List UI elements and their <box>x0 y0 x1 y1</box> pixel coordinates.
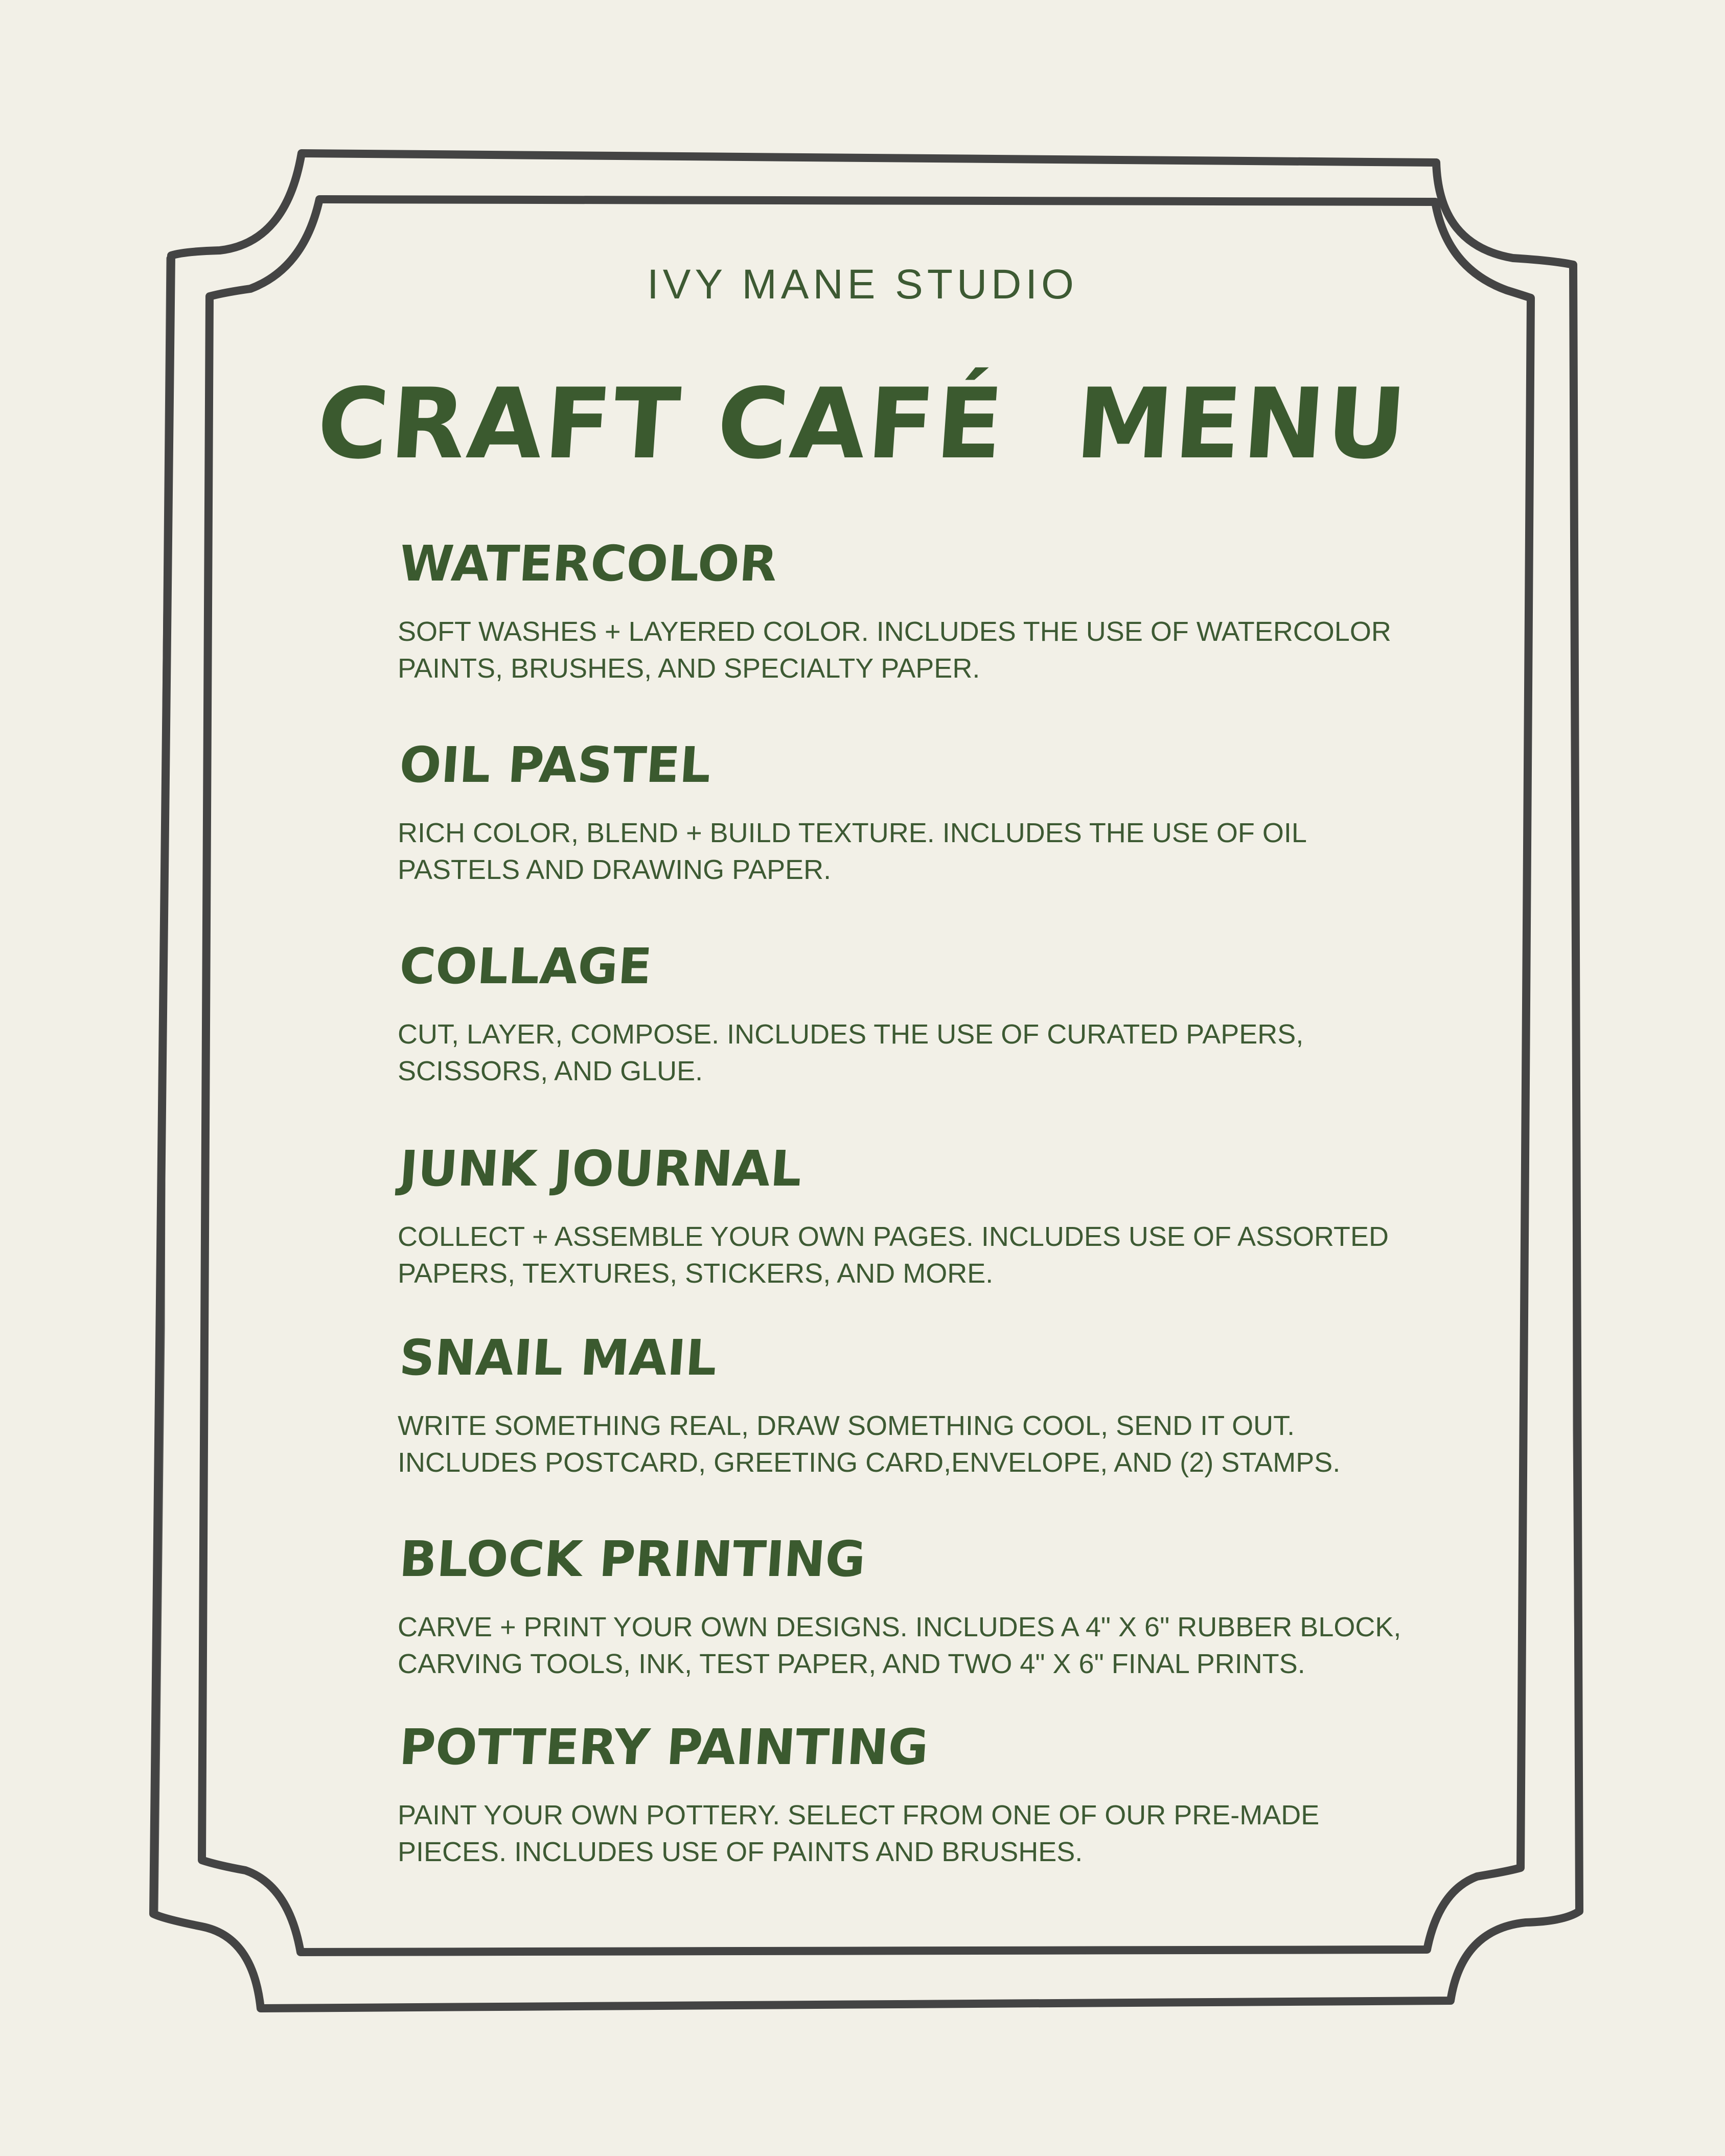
menu-item-description: CARVE + PRINT YOUR OWN DESIGNS. INCLUDES A 4" X 6" RUBBER BLOCK, CARVING TOOLS, INK, TEST PAPER, AND TWO 4" X 6" FINAL PRINTS. <box>398 1612 1401 1679</box>
menu-item-name: JUNK JOURNAL <box>397 1140 804 1197</box>
menu-item-name: BLOCK PRINTING <box>397 1531 868 1588</box>
menu-item-name: WATERCOLOR <box>397 535 779 592</box>
menu-item-description: SOFT WASHES + LAYERED COLOR. INCLUDES THE USE OF WATERCOLOR PAINTS, BRUSHES, AND SPECIALTY PAPER. <box>398 616 1391 684</box>
studio-name: IVY MANE STUDIO <box>647 261 1078 308</box>
menu-item-description: CUT, LAYER, COMPOSE. INCLUDES THE USE OF CURATED PAPERS, SCISSORS, AND GLUE. <box>398 1019 1304 1086</box>
menu-item-name: COLLAGE <box>397 938 654 995</box>
menu-item-name: POTTERY PAINTING <box>397 1719 931 1776</box>
menu-item-description: PAINT YOUR OWN POTTERY. SELECT FROM ONE OF OUR PRE-MADE PIECES. INCLUDES USE OF PAINTS AND BRUSHES. <box>398 1800 1320 1867</box>
menu-item-watercolor <box>398 536 1445 687</box>
menu-item-snail-mail <box>398 1330 1445 1481</box>
outer-frame-sketch-line <box>156 258 169 1911</box>
menu-item-description: WRITE SOMETHING REAL, DRAW SOMETHING COOL, SEND IT OUT. INCLUDES POSTCARD, GREETING CARD,ENVELOPE, AND (2) STAMPS. <box>398 1410 1341 1478</box>
menu-item-description: COLLECT + ASSEMBLE YOUR OWN PAGES. INCLUDES USE OF ASSORTED PAPERS, TEXTURES, STICKERS, AND MORE. <box>398 1221 1389 1289</box>
menu-item-description: RICH COLOR, BLEND + BUILD TEXTURE. INCLUDES THE USE OF OIL PASTELS AND DRAWING PAPER. <box>398 818 1306 885</box>
menu-item-block-printing <box>398 1531 1445 1682</box>
menu-item-name: SNAIL MAIL <box>397 1329 719 1386</box>
menu-item-junk-journal <box>398 1141 1445 1292</box>
menu-item-name: OIL PASTEL <box>397 736 713 794</box>
page-title: CRAFT CAFÉ MENU <box>313 367 1412 480</box>
menu-item-collage <box>398 938 1445 1089</box>
menu-item-pottery-painting <box>398 1719 1445 1870</box>
menu-item-oil-pastel <box>398 737 1445 888</box>
